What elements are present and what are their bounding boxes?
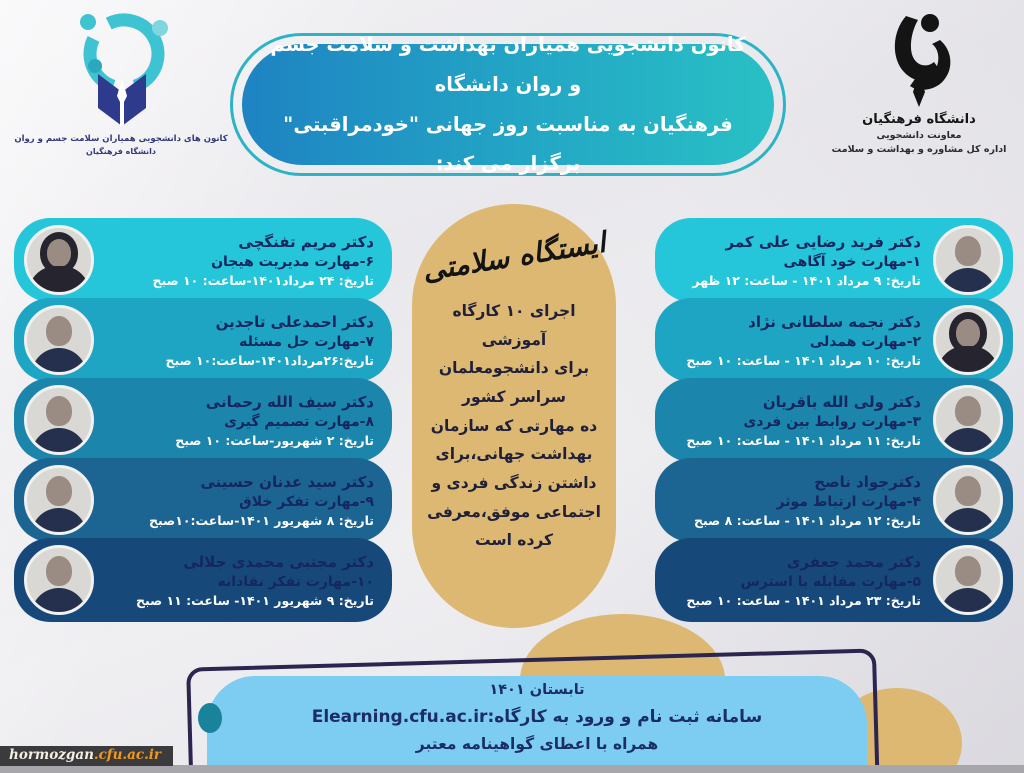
health-station-title: ایستگاه سلامتی (420, 225, 608, 288)
workshop-card-3 (655, 378, 1013, 462)
club-logo-icon (68, 4, 174, 132)
speaker-name: دکتر نجمه سلطانی نژاد (748, 312, 921, 331)
workshop-card-4 (655, 458, 1013, 542)
workshop-schedule: تاریخ: ۲۳ مرداد ۱۴۰۱ - ساعت: ۱۰ صبح (686, 593, 921, 609)
workshop-schedule: تاریخ: ۸ شهریور ۱۴۰۱-ساعت:۱۰صبح (149, 513, 374, 529)
watermark-domain: .cfu.ac.ir (93, 747, 162, 763)
workshop-card-6 (14, 218, 392, 302)
speaker-name: دکتر فرید رضایی علی کمر (725, 232, 921, 251)
workshop-skill: ۹-مهارت تفکر خلاق (239, 494, 374, 511)
title-banner-pill (242, 32, 774, 176)
person-avatar-icon (27, 548, 91, 612)
workshop-schedule: تاریخ: ۱۲ مرداد ۱۴۰۱ - ساعت: ۸ صبح (694, 513, 921, 529)
watermark (0, 746, 173, 766)
person-avatar-icon (936, 228, 1000, 292)
registration-url: سامانه ثبت نام و ورود به کارگاه:Elearning.cfu.ac.ir (311, 707, 763, 727)
speaker-photo (933, 385, 1003, 455)
workshop-schedule: تاریخ: ۲ شهریور-ساعت: ۱۰ صبح (175, 433, 374, 449)
banner-line-2: فرهنگیان به مناسبت روز جهانی "خودمراقبتی" برگزار می کند: (283, 112, 733, 176)
workshop-skill: ۷-مهارت حل مسئله (239, 334, 374, 351)
person-avatar-icon (27, 468, 91, 532)
university-logo (830, 10, 1008, 155)
workshop-schedule: تاریخ: ۹ شهریور ۱۴۰۱- ساعت: ۱۱ صبح (135, 593, 374, 609)
certificate-note: همراه با اعطای گواهینامه معتبر (415, 735, 659, 753)
workshop-schedule: تاریخ: ۹ مرداد ۱۴۰۱ - ساعت: ۱۲ ظهر (692, 273, 921, 289)
university-name: دانشگاه فرهنگیان (862, 112, 976, 127)
workshop-card-10 (14, 538, 392, 622)
season-label: تابستان ۱۴۰۱ (489, 682, 585, 698)
speaker-name: دکتر احمدعلی تاجدین (215, 312, 374, 331)
person-avatar-icon (27, 388, 91, 452)
health-station-description: اجرای ۱۰ کارگاه آموزشی برای دانشجومعلمان سراسر کشور ده مهارتی که سازمان بهداشت جهانی،برای داشتن زندگی فردی و اجتماعی موفق،معرفی کرده است (427, 302, 601, 550)
workshop-skill: ۸-مهارت تصمیم گیری (224, 414, 374, 431)
banner-line-1: کانون دانشجویی همیاران بهداشت و سلامت جسم و روان دانشگاه (270, 32, 746, 96)
health-station-oval (412, 204, 616, 628)
speaker-photo (933, 465, 1003, 535)
club-logo-caption: کانون های دانشجویی همیاران سلامت جسم و روان (14, 134, 228, 144)
speaker-photo (933, 305, 1003, 375)
person-avatar-icon (936, 548, 1000, 612)
workshop-card-9 (14, 458, 392, 542)
workshop-schedule: تاریخ: ۱۰ مرداد ۱۴۰۱ - ساعت: ۱۰ صبح (686, 353, 921, 369)
workshop-card-1 (655, 218, 1013, 302)
speaker-name: دکترجواد ناصح (814, 472, 921, 491)
speaker-photo (933, 545, 1003, 615)
workshop-skill: ۳-مهارت روابط بین فردی (743, 414, 921, 431)
person-avatar-icon (936, 388, 1000, 452)
workshop-card-7 (14, 298, 392, 382)
university-logo-icon (878, 10, 960, 110)
workshops-column-right (655, 218, 1013, 622)
person-avatar-icon (27, 308, 91, 372)
workshop-schedule: تاریخ: ۱۱ مرداد ۱۴۰۱ - ساعت: ۱۰ صبح (686, 433, 921, 449)
speaker-photo (933, 225, 1003, 295)
club-logo-caption-university: دانشگاه فرهنگیان (86, 147, 156, 156)
speaker-name: دکتر مریم تفنگچی (238, 232, 374, 251)
person-avatar-icon (27, 228, 91, 292)
speaker-photo (24, 545, 94, 615)
speaker-name: دکتر مجتبی محمدی جلالی (183, 552, 374, 571)
workshop-skill: ۱۰-مهارت تفکر نقادانه (217, 574, 374, 591)
workshop-skill: ۶-مهارت مدیریت هیجان (211, 254, 374, 271)
speaker-photo (24, 305, 94, 375)
university-office: اداره کل مشاوره و بهداشت و سلامت (831, 144, 1007, 155)
club-logo (12, 4, 230, 156)
workshop-card-5 (655, 538, 1013, 622)
title-banner (230, 33, 786, 176)
workshop-schedule: تاریخ: ۲۴ مرداد۱۴۰۱-ساعت: ۱۰ صبح (152, 273, 374, 289)
speaker-photo (24, 225, 94, 295)
workshop-skill: ۵-مهارت مقابله با استرس (740, 574, 921, 591)
workshop-skill: ۴-مهارت ارتباط موثر (776, 494, 921, 511)
speaker-photo (24, 465, 94, 535)
speaker-name: دکتر ولی الله باقریان (762, 392, 921, 411)
footer-text (207, 682, 867, 753)
speaker-photo (24, 385, 94, 455)
workshop-card-8 (14, 378, 392, 462)
workshop-schedule: تاریخ:۲۶مرداد۱۴۰۱-ساعت:۱۰ صبح (165, 353, 374, 369)
speaker-name: دکتر سیف الله رحمانی (205, 392, 374, 411)
bottom-strip (0, 765, 1024, 773)
workshop-skill: ۱-مهارت خود آگاهی (783, 254, 921, 271)
speaker-name: دکتر سید عدنان حسینی (200, 472, 374, 491)
watermark-site: hormozgan (9, 747, 94, 763)
workshop-card-2 (655, 298, 1013, 382)
workshops-column-left (14, 218, 392, 622)
person-avatar-icon (936, 308, 1000, 372)
speaker-name: دکتر محمد جعفری (786, 552, 921, 571)
university-deputy: معاونت دانشجویی (876, 130, 962, 141)
workshop-skill: ۲-مهارت همدلی (809, 334, 921, 351)
person-avatar-icon (936, 468, 1000, 532)
